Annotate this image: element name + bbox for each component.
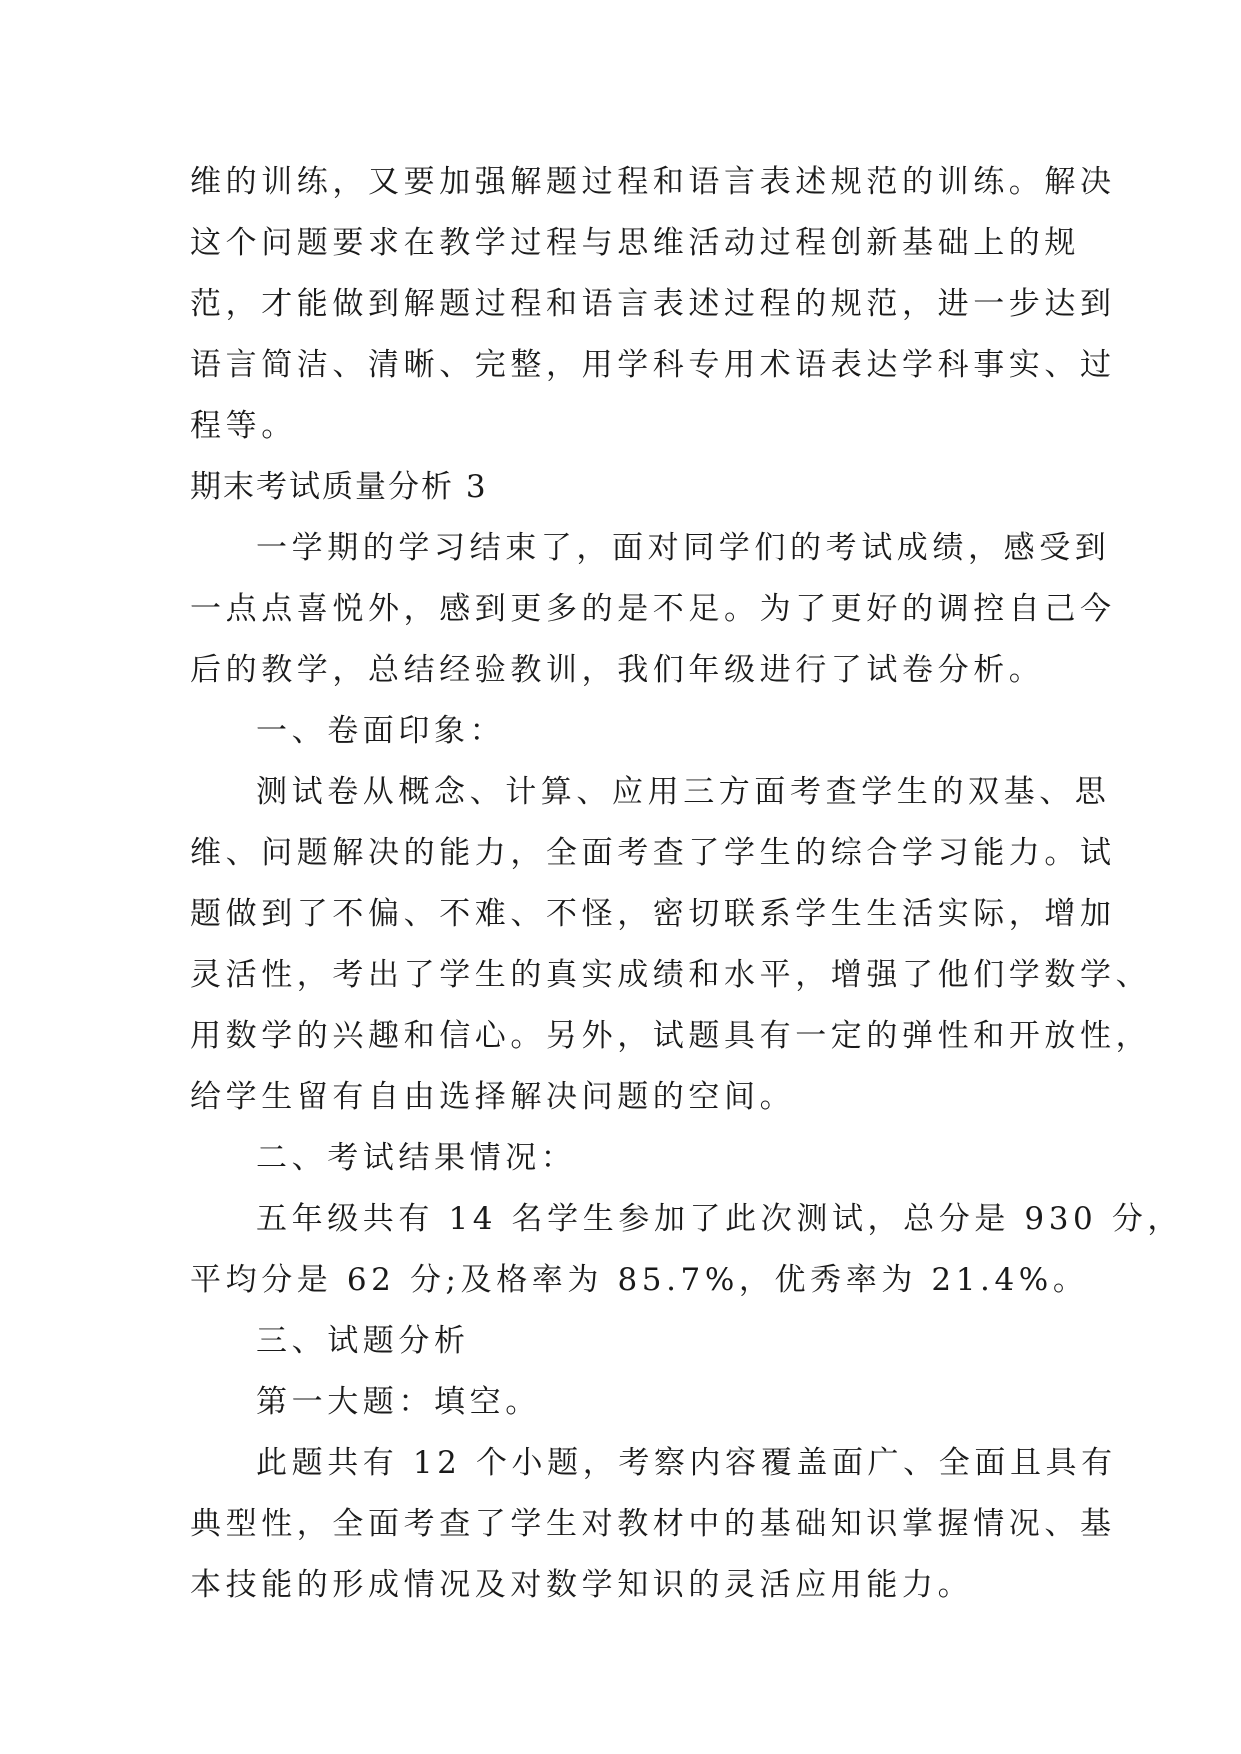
text-line: 后的教学，总结经验教训，我们年级进行了试卷分析。 (190, 652, 1045, 688)
text-line: 范，才能做到解题过程和语言表述过程的规范，进一步达到 (190, 286, 1116, 322)
text-line: 这个问题要求在教学过程与思维活动过程创新基础上的规 (190, 225, 1080, 261)
subheading-fill-blank: 第一大题：填空。 (256, 1384, 541, 1420)
text-line: 程等。 (190, 408, 297, 444)
text-line: 语言简洁、清晰、完整，用学科专用术语表达学科事实、过 (190, 347, 1116, 383)
paragraph-start-line: 一学期的学习结束了，面对同学们的考试成绩，感受到 (256, 530, 1111, 566)
subheading-results: 二、考试结果情况： (256, 1140, 577, 1176)
text-line: 题做到了不偏、不难、不怪，密切联系学生生活实际，增加 (190, 896, 1116, 932)
paragraph-start-line: 五年级共有 14 名学生参加了此次测试，总分是 930 分， (256, 1201, 1184, 1237)
text-line: 本技能的形成情况及对数学知识的灵活应用能力。 (190, 1567, 974, 1603)
text-line: 一点点喜悦外，感到更多的是不足。为了更好的调控自己今 (190, 591, 1116, 627)
text-line: 平均分是 62 分;及格率为 85.7%，优秀率为 21.4%。 (190, 1262, 1089, 1298)
document-body (190, 152, 1184, 1616)
subheading-analysis: 三、试题分析 (256, 1323, 470, 1359)
section-title: 期末考试质量分析 3 (190, 469, 488, 505)
text-line: 维、问题解决的能力，全面考查了学生的综合学习能力。试 (190, 835, 1116, 871)
paragraph-start-line: 此题共有 12 个小题，考察内容覆盖面广、全面且具有 (256, 1445, 1117, 1481)
text-line: 灵活性，考出了学生的真实成绩和水平，增强了他们学数学、 (190, 957, 1152, 993)
text-line: 典型性，全面考查了学生对教材中的基础知识掌握情况、基 (190, 1506, 1116, 1542)
subheading-impression: 一、卷面印象： (256, 713, 506, 749)
paragraph-start-line: 测试卷从概念、计算、应用三方面考查学生的双基、思 (256, 774, 1111, 810)
text-line: 用数学的兴趣和信心。另外，试题具有一定的弹性和开放性， (190, 1018, 1152, 1054)
text-line: 给学生留有自由选择解决问题的空间。 (190, 1079, 796, 1115)
text-line: 维的训练，又要加强解题过程和语言表述规范的训练。解决 (190, 164, 1116, 200)
